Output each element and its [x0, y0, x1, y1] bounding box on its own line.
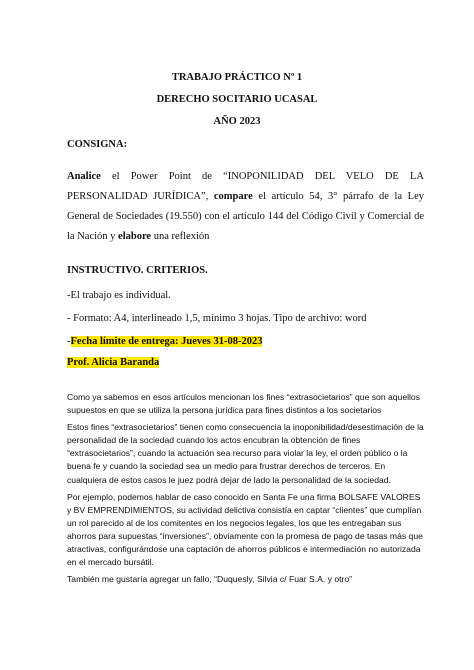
deadline-text: Fecha límite de entrega: Jueves 31-08-2023: [70, 336, 263, 347]
consigna-heading: CONSIGNA:: [67, 139, 128, 150]
response-body: [67, 391, 424, 586]
deadline-line: [67, 336, 262, 347]
paragraph-2: Estos fines “extrasocietarios” tienen como consecuencia la inoponibilidad/desestimación de la personalidad de la sociedad cuando los actos encubran la obtención de fines “extrasocietarios”, cuando la actuación sea recurso para violar la ley, el orden público o la buena fe y cuando la sociedad sea un medio para frustrar derechos de terceros. En cualquiera de estos casos le juez podrá dejar de lado la personalidad de la sociedad.: [67, 422, 424, 485]
professor-name: Prof. Alicia Baranda: [67, 357, 160, 368]
paragraph-1: Como ya sabemos en esos artículos mencionan los fines “extrasocietarios” que son aquellos supuestos en que se utiliza la persona jurídica para fines distintos a los societarios: [67, 392, 421, 416]
year-title: AÑO 2023: [213, 116, 261, 127]
course-title: DERECHO SOCITARIO UCASAL: [156, 94, 318, 105]
paragraph-4: También me gustaría agregar un fallo, “Duquesly, Silvia c/ Fuar S.A. y otro”: [67, 574, 352, 585]
instructivo-heading: INSTRUCTIVO. CRITERIOS.: [67, 265, 208, 276]
verb-analice: Analice: [67, 171, 101, 182]
verb-elabore: elabore: [118, 231, 152, 242]
professor-line: [67, 357, 159, 368]
consigna-text-3: una reflexión: [151, 231, 210, 242]
instruction-item-format: - Formato: A4, interlineado 1,5, mínimo 3 hojas. Tipo de archivo: word: [67, 313, 367, 324]
instruction-item-individual: -El trabajo es individual.: [67, 290, 171, 301]
verb-compare: compare: [213, 191, 253, 202]
paragraph-3: Por ejemplo, podemos hablar de caso conocido en Santa Fe una firma BOLSAFE VALORES y BV EMPRENDIMIENTOS, su actividad delictiva consistía en captar “clientes” que cumplían un rol parecido al de los comitentes en los negocios legales, los que les entregaban sus ahorros para supuestas “inversiones”, obviamente con la promesa de pago de tasas más que atractivas, configurándose una captación de ahorros públicos e intermediación no autorizada en el mercado bursátil.: [67, 491, 423, 568]
document-title: TRABAJO PRÁCTICO Nº 1: [171, 72, 303, 83]
consigna-text: [67, 167, 424, 247]
deadline-prefix: -: [67, 336, 71, 347]
consigna-text-1: el Power Point de “INOPONILIDAD DEL VELO DE LA PERSONALIDAD JURÍDICA”,: [67, 171, 424, 202]
consigna-text-2: el artículo 54, 3° párrafo de la Ley General de Sociedades (19.550) con el artículo 144 del Código Civil y Comercial de la Nación y: [67, 191, 425, 242]
